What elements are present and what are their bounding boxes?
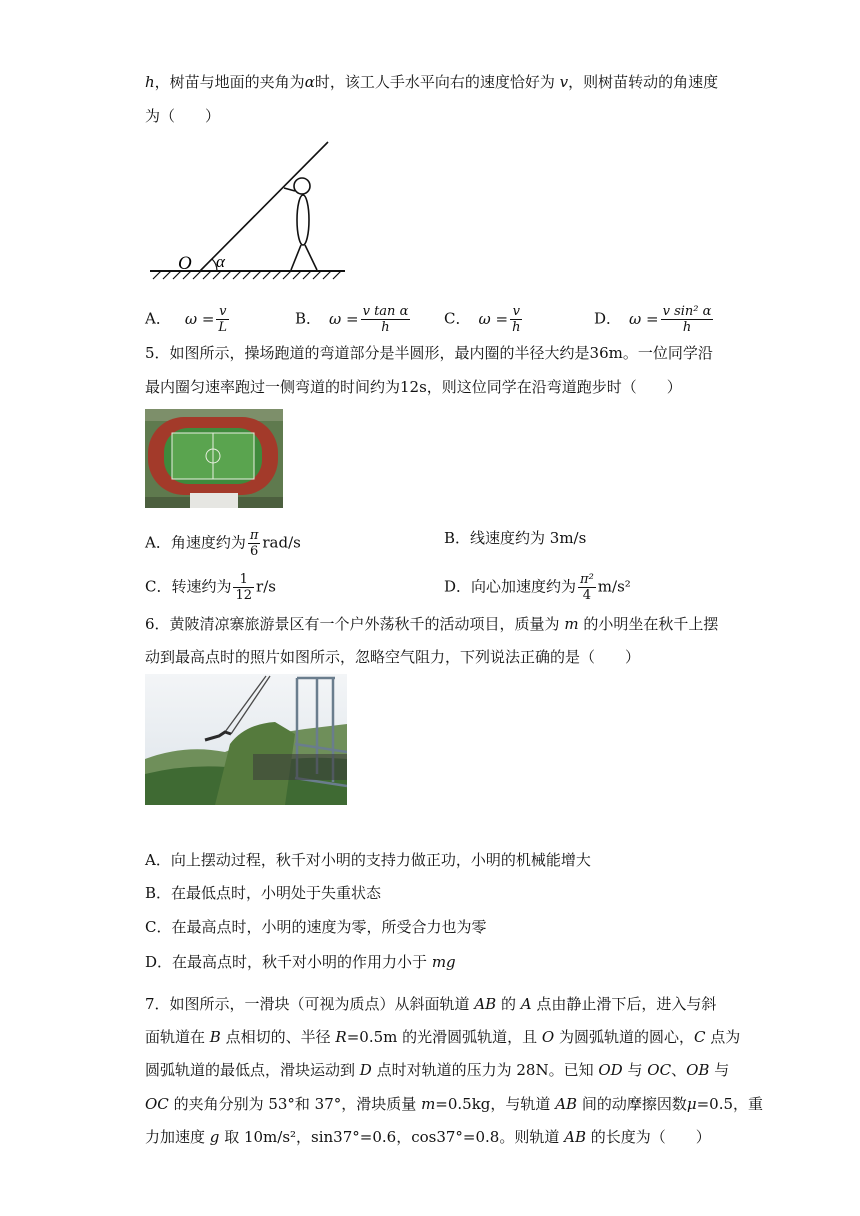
option-label: A．角速度约为 — [145, 533, 246, 552]
q5-stem-line2: 最内圈匀速率跑过一侧弯道的时间约为12s，则这位同学在沿弯道跑步时（ ） — [145, 378, 682, 396]
q5-option-b[interactable]: B．线速度约为 3m/s — [444, 529, 587, 547]
var-m: m — [564, 615, 579, 633]
text: B — [209, 1028, 221, 1046]
q5-option-c[interactable] — [145, 572, 276, 603]
text: 取 10m/s²，sin37°=0.6，cos37°=0.8。则轨道 — [224, 1128, 560, 1146]
option-lhs: ω = — [184, 309, 215, 328]
denominator: 4 — [582, 588, 592, 603]
numerator: π² — [580, 572, 594, 587]
q4-stem-line1 — [145, 72, 718, 92]
text: 点为 — [710, 1028, 741, 1046]
option-label: C． — [444, 309, 471, 328]
text: 面轨道在 — [145, 1028, 206, 1046]
fraction — [216, 304, 229, 335]
q5-stem-line1: 5．如图所示，操场跑道的弯道部分是半圆形，最内圈的半径大约是36m。一位同学沿 — [145, 344, 713, 362]
fraction — [661, 304, 714, 335]
text: 6．黄陂清凉寨旅游景区有一个户外荡秋千的活动项目，质量为 — [145, 615, 560, 633]
text: 、 — [671, 1061, 687, 1079]
worker-figure — [284, 178, 317, 270]
option-label: A． — [145, 309, 171, 328]
var-mg: mg — [431, 953, 456, 971]
option-label: C．转速约为 — [145, 577, 232, 596]
denominator: 6 — [249, 544, 259, 559]
text: 为圆弧轨道的圆心， — [559, 1028, 695, 1046]
denominator: 12 — [235, 588, 253, 603]
option-label: D． — [594, 309, 622, 328]
q7-stem-line4 — [145, 1094, 763, 1114]
text: O — [541, 1028, 555, 1046]
q4-option-d[interactable] — [594, 304, 715, 335]
numerator: 1 — [233, 572, 254, 588]
text: 时，该工人手水平向右的速度恰好为 — [314, 73, 555, 91]
q5-option-d[interactable] — [444, 572, 631, 603]
q4-figure — [145, 135, 350, 285]
q6-option-c[interactable]: C．在最高点时，小明的速度为零，所受合力也为零 — [145, 918, 487, 936]
denominator: h — [512, 320, 521, 335]
option-label: D．向心加速度约为 — [444, 577, 577, 596]
text: g — [209, 1128, 220, 1146]
text: 点由静止滑下后，进入与斜 — [536, 995, 717, 1013]
text: 力加速度 — [145, 1128, 206, 1146]
text: 与 — [714, 1061, 730, 1079]
text: 点相切的、半径 — [225, 1028, 331, 1046]
fraction — [248, 528, 261, 559]
q7-stem-line5 — [145, 1127, 711, 1147]
denominator: h — [682, 320, 692, 335]
option-lhs: ω = — [329, 309, 359, 328]
numerator: v — [510, 304, 522, 320]
text: R — [335, 1028, 347, 1046]
q6-stem-line2: 动到最高点时的照片如图所示，忽略空气阻力，下列说法正确的是（ ） — [145, 648, 641, 666]
text: =0.5kg，与轨道 — [435, 1095, 551, 1113]
q7-stem-line2 — [145, 1027, 740, 1047]
q7-stem-line1 — [145, 994, 716, 1014]
fraction — [233, 572, 254, 603]
unit: rad/s — [262, 533, 301, 552]
denominator: h — [381, 320, 390, 335]
option-label: B． — [295, 309, 322, 328]
fraction — [510, 304, 522, 335]
numerator: π — [249, 528, 259, 543]
stadium-photo — [145, 409, 283, 508]
q6-stem-line1 — [145, 614, 718, 634]
q7-stem-line3 — [145, 1060, 729, 1080]
numerator: v — [216, 304, 229, 320]
numerator: v sin² α — [662, 304, 712, 319]
text: μ — [686, 1095, 697, 1113]
text: AB — [555, 1095, 578, 1113]
numerator: v tan α — [362, 304, 409, 319]
option-lhs: ω = — [629, 309, 659, 328]
text: =0.5，重 — [696, 1095, 764, 1113]
unit: r/s — [256, 577, 276, 596]
text: 圆弧轨道的最低点，滑块运动到 — [145, 1061, 356, 1079]
text: ，树苗与地面的夹角为 — [154, 73, 305, 91]
text: m — [421, 1095, 436, 1113]
text: AB — [474, 995, 497, 1013]
text: A — [520, 995, 532, 1013]
text: =0.5m 的光滑圆弧轨道，且 — [346, 1028, 538, 1046]
var-h: h — [145, 73, 155, 91]
q5-option-a[interactable] — [145, 528, 301, 559]
text: C — [694, 1028, 706, 1046]
denominator: L — [218, 320, 228, 335]
text: D．在最高点时，秋千对小明的作用力小于 — [145, 953, 428, 971]
option-lhs: ω = — [478, 309, 509, 328]
text: 的夹角分别为 53°和 37°，滑块质量 — [173, 1095, 417, 1113]
text: OD — [598, 1061, 623, 1079]
var-v: v — [559, 73, 569, 91]
text: ，则树苗转动的角速度 — [568, 73, 719, 91]
text: OC — [145, 1095, 169, 1113]
q4-option-c[interactable] — [444, 304, 524, 335]
label-alpha: α — [216, 252, 225, 271]
text: OB — [686, 1061, 710, 1079]
text: 的 — [500, 995, 516, 1013]
text: 的小明坐在秋千上摆 — [583, 615, 719, 633]
q4-option-a[interactable] — [145, 304, 231, 335]
unit: m/s² — [597, 577, 631, 596]
text: 点时对轨道的压力为 28N。已知 — [376, 1061, 594, 1079]
fraction — [361, 304, 411, 335]
text: 的长度为（ ） — [590, 1128, 711, 1146]
text: 7．如图所示，一滑块（可视为质点）从斜面轨道 — [145, 995, 470, 1013]
label-O: O — [178, 253, 192, 274]
q6-option-d[interactable] — [145, 952, 456, 972]
q4-stem-line2: 为（ ） — [145, 107, 221, 125]
text: 与 — [627, 1061, 643, 1079]
text: OC — [647, 1061, 672, 1079]
q6-option-a[interactable]: A．向上摆动过程，秋千对小明的支持力做正功，小明的机械能增大 — [145, 851, 591, 869]
var-alpha: α — [304, 73, 315, 91]
fraction — [578, 572, 596, 603]
q4-option-b[interactable] — [295, 304, 412, 335]
text: D — [359, 1061, 372, 1079]
swing-photo — [145, 674, 347, 805]
text: AB — [564, 1128, 586, 1146]
q6-option-b[interactable]: B．在最低点时，小明处于失重状态 — [145, 884, 382, 902]
text: 间的动摩擦因数 — [581, 1095, 687, 1113]
